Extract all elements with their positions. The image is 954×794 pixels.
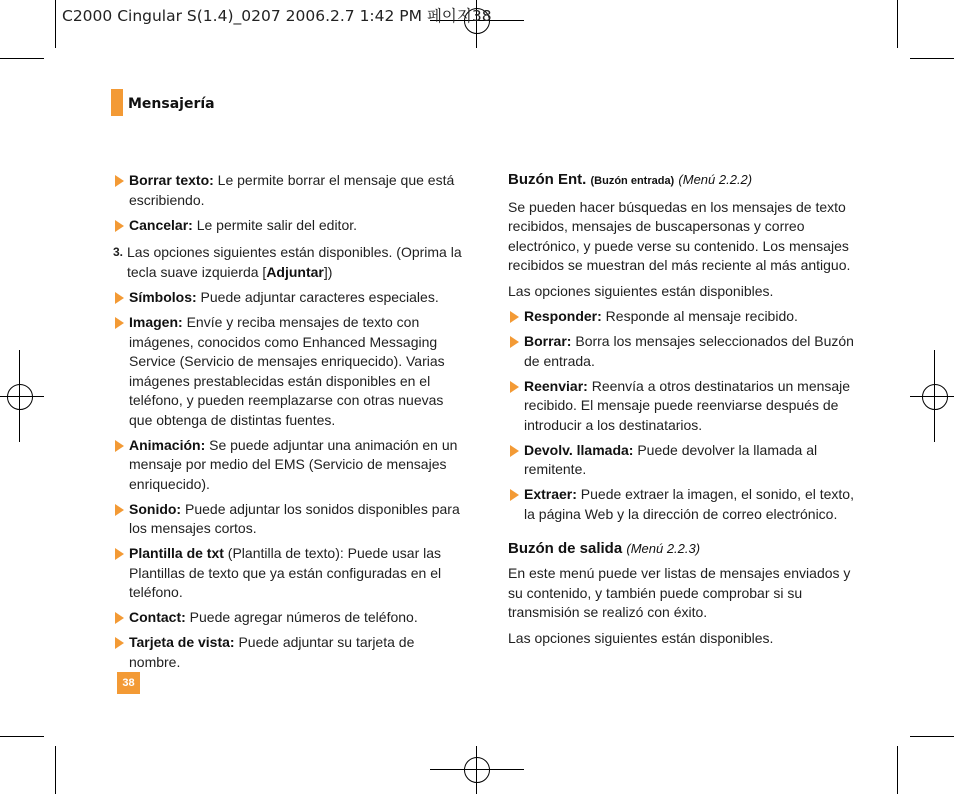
item-text: Puede devolver la llamada al remitente. — [524, 441, 818, 477]
bullet-arrow-icon — [115, 440, 124, 452]
inbox-options-intro: Las opciones siguientes están disponibles. — [508, 282, 774, 299]
list-item — [113, 544, 463, 603]
bullet-arrow-icon — [115, 175, 124, 187]
list-item — [113, 436, 463, 495]
item-label: Imagen: — [129, 314, 183, 330]
list-item — [113, 313, 463, 430]
item-text: Le permite salir del editor. — [192, 216, 358, 233]
item-label: Contact: — [129, 609, 186, 625]
bullet-arrow-icon — [115, 637, 124, 649]
bullet-arrow-icon — [115, 292, 124, 304]
outbox-heading — [508, 539, 860, 559]
item-text: Puede adjuntar caracteres especiales. — [196, 289, 439, 305]
item-label: Sonido: — [129, 500, 182, 517]
crop-mark — [910, 736, 954, 737]
step-key: Adjuntar — [266, 263, 324, 280]
item-text: Responde al mensaje recibido. — [601, 308, 798, 324]
list-item — [508, 332, 860, 371]
crop-mark — [0, 736, 44, 737]
page-number: 38 — [117, 672, 140, 694]
list-item — [508, 377, 860, 436]
crop-mark — [897, 746, 898, 794]
list-item — [113, 500, 463, 539]
registration-circle — [7, 384, 33, 410]
inbox-title: Buzón Ent. — [508, 171, 587, 188]
registration-circle — [464, 757, 490, 783]
step-text: Las opciones siguientes están disponibles. (Oprima la tecla suave izquierda [ — [127, 244, 462, 280]
outbox-options-intro: Las opciones siguientes están disponibles. — [508, 629, 774, 646]
list-item — [113, 288, 463, 308]
list-item — [113, 633, 463, 672]
item-text: Se puede adjuntar una animación en un mensaje por medio del EMS (Servicio de mensajes enriquecido). — [129, 436, 458, 492]
registration-circle — [922, 384, 948, 410]
item-label: Cancelar: — [129, 216, 193, 233]
bullet-arrow-icon — [510, 489, 519, 501]
item-text: Le permite borrar el mensaje que está escribiendo. — [129, 172, 455, 208]
crop-mark — [55, 746, 56, 794]
step-text-end: ]) — [323, 263, 333, 280]
item-text: (Plantilla de texto): Puede usar las Plantillas de texto que ya están configuradas en el teléfono. — [129, 545, 442, 600]
bullet-arrow-icon — [510, 311, 519, 323]
outbox-description: En este menú puede ver listas de mensajes enviados y su contenido, y también puede comprobar si su transmisión se realizó con éxito. — [508, 565, 851, 620]
item-label: Borrar texto: — [129, 172, 214, 188]
inbox-heading — [508, 170, 860, 192]
outbox-menu-ref: (Menú 2.2.3) — [626, 540, 701, 556]
print-header: C2000 Cingular S(1.4)_0207 2006.2.7 1:42 PM 페이지38 — [62, 7, 492, 25]
bullet-arrow-icon — [115, 220, 124, 232]
item-label: Devolv. llamada: — [524, 441, 634, 458]
list-item — [508, 441, 860, 480]
item-text: Borra los mensajes seleccionados del Buzón de entrada. — [524, 333, 854, 369]
item-label: Animación: — [129, 436, 206, 453]
crop-mark — [910, 58, 954, 59]
bullet-arrow-icon — [510, 336, 519, 348]
list-item — [113, 608, 463, 628]
bullet-arrow-icon — [115, 317, 124, 329]
list-item — [113, 216, 463, 236]
bullet-arrow-icon — [510, 381, 519, 393]
right-column — [508, 170, 860, 654]
step-number: 3. — [113, 245, 124, 259]
item-text: Reenvía a otros destinatarios un mensaje recibido. El mensaje puede reenviarse después de introducir a los destinatarios. — [524, 377, 851, 433]
item-text: Puede extraer la imagen, el sonido, el texto, la página Web y la dirección de correo electrónico. — [524, 486, 854, 522]
inbox-description: Se pueden hacer búsquedas en los mensajes de texto recibidos, mensajes de buscapersonas y correo electrónico, y puede verse su contenido. Los mensajes recibidos se muestran del más reciente al más antiguo. — [508, 198, 851, 273]
item-text: Puede adjuntar los sonidos disponibles para los mensajes cortos. — [129, 500, 460, 536]
list-item — [508, 485, 860, 524]
crop-mark — [0, 58, 44, 59]
outbox-title: Buzón de salida — [508, 539, 623, 557]
section-tab — [111, 89, 123, 116]
item-text: Envíe y reciba mensajes de texto con imágenes, conocidos como Enhanced Messaging Service (Servicio de mensajes enriquecido). Varias imágenes prestablecidas están disponibles en el teléfono, y pueden reemplazarse con otras nuevas que obtenga de distintas fuentes. — [129, 314, 445, 428]
item-text: Puede adjuntar su tarjeta de nombre. — [129, 634, 415, 670]
item-text: Puede agregar números de teléfono. — [185, 609, 418, 625]
item-label: Extraer: — [524, 486, 577, 502]
item-label: Tarjeta de vista: — [129, 634, 235, 650]
numbered-step — [113, 243, 463, 282]
item-label: Reenviar: — [524, 377, 588, 394]
section-title: Mensajería — [128, 96, 215, 112]
left-column — [113, 171, 463, 678]
inbox-menu-ref: (Menú 2.2.2) — [678, 172, 753, 187]
crop-mark — [897, 0, 898, 48]
bullet-arrow-icon — [115, 548, 124, 560]
item-label: Plantilla de txt — [129, 545, 224, 561]
item-label: Responder: — [524, 308, 602, 324]
list-item — [508, 307, 860, 327]
inbox-subtitle: (Buzón entrada) — [590, 175, 675, 187]
bullet-arrow-icon — [115, 504, 124, 516]
bullet-arrow-icon — [115, 612, 124, 624]
item-label: Símbolos: — [129, 289, 197, 305]
bullet-arrow-icon — [510, 445, 519, 457]
crop-mark — [55, 0, 56, 48]
list-item — [113, 171, 463, 210]
item-label: Borrar: — [524, 333, 572, 349]
